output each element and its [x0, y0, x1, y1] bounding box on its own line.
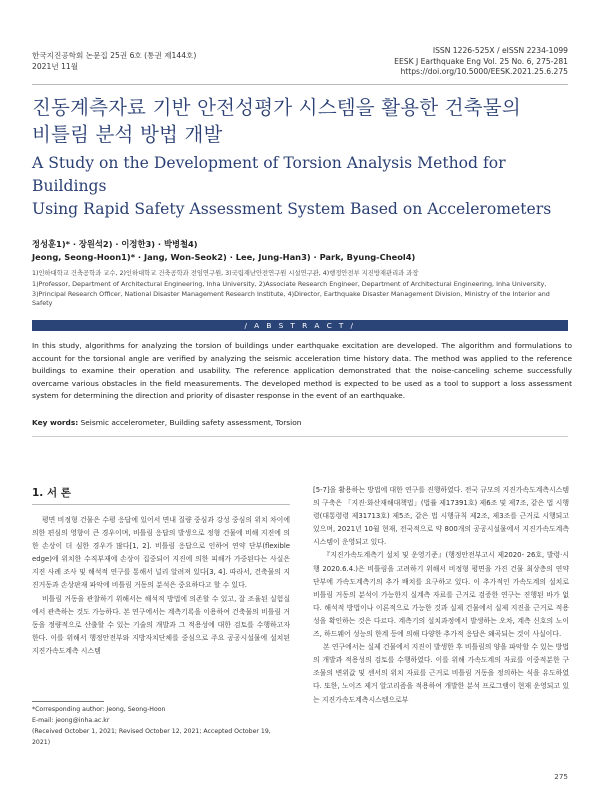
issn: ISSN 1226-525X / eISSN 2234-1099: [432, 46, 568, 55]
received-dates: (Received October 1, 2021; Revised October 12, 2021; Accepted October 19, 2021): [32, 728, 271, 746]
title-korean-line1: 진동계측자료 기반 안전성평가 시스템을 활용한 건축물의: [32, 96, 521, 119]
author-email[interactable]: E-mail: jeong@inha.ac.kr: [32, 717, 110, 724]
title-english-line2: Using Rapid Safety Assessment System Based on Accelerometers: [32, 200, 552, 218]
body-column-right: [313, 484, 569, 707]
corresponding-author: *Corresponding author: Jeong, Seong-Hoon: [32, 706, 166, 713]
paragraph: 『지진가속도계측기 설치 및 운영기준』(행정안전부고시 제2020- 26호, 발령·시행 2020.6.4.)은 비틀림을 고려하기 위해서 비정형 평면을 가진 건물 최상층의 연약 단부에 가속도계측기의 추가 배치를 요구하고 있다. 이 추가적인 가속도계의 설치로 비틀림 거동의 분석이 가능한지 실계측 자료를 근거로 검증한 연구는 진행된 바가 없다. 해석적 방법이나 이론적으로 가능한 것과 실제 건물에서 실제 지진을 근거로 적용성을 확인하는 것은 다르다. 계측기의 설치과정에서 발생하는 오차, 계측 신호의 노이즈, 하드웨어 성능의 한계 등에 의해 다양한 추가적 응답은 왜곡되는 것이 사실이다.: [313, 551, 569, 639]
title-korean: [32, 94, 572, 148]
section-title: 1. 서 론: [32, 487, 71, 499]
body-column-left: [32, 514, 290, 658]
issue-date: 2021년 11월: [32, 62, 79, 71]
citation: EESK J Earthquake Eng Vol. 25 No. 6, 275-281: [394, 56, 568, 66]
keywords-list: Seismic accelerometer, Building safety assessment, Torsion: [80, 418, 302, 427]
abstract-text: In this study, algorithms for analyzing the torsion of buildings under earthquake excitation are developed. The algorithm and formulations to account for the torsional angle are verified by analyzing the seismic acceleration time history data. The method was applied to the reference buildings to examine their operation and usability. The reference application demonstrated that the noise-canceling scheme successfully overcame various obstacles in the field measurements. The developed method is expected to be used as a tool to support a loss assessment system for determining the direction and priority of disaster response in the event of an earthquake.: [32, 341, 572, 401]
keywords-label: Key words:: [32, 418, 79, 427]
footnote-divider: [32, 701, 104, 702]
section-divider: [32, 504, 290, 505]
keywords: [32, 418, 572, 427]
header-divider: [32, 84, 568, 85]
title-english: [32, 152, 572, 221]
title-korean-line2: 비틀림 분석 방법 개발: [32, 123, 223, 146]
journal-header-right: [394, 46, 568, 78]
abstract-heading: / A B S T R A C T /: [244, 321, 356, 330]
page-number: 275: [554, 772, 568, 781]
abstract-heading-bar: [32, 320, 568, 331]
affiliations-english: 1)Professor, Department of Architectural Engineering, Inha University, 2)Associate Research Engineer, Department of Architectural Engineering, Inha University, 3)Principal Research Officer, National Disaster Management Research Institute, 4)Director, Earthquake Disaster Management Division, Ministry of the Interior and Safety: [32, 280, 550, 308]
paragraph: 평면 비정형 건물은 수평 응답에 있어서 면내 질량 중심과 강성 중심의 위치 차이에 의한 편심의 영향이 큰 경우이며, 비틀림 응답의 발생으로 정형 건물에 비해 지진에 의한 손상이 더 심한 경우가 많다[1, 2]. 비틀림 응답으로 인하여 연약 단부(flexible edge)에 위치한 수직부재에 손상이 집중되어 지진에 의한 피해가 가중된다는 사실은 지진 사례 조사 및 해석적 연구를 통해서 널리 알려져 있다[3, 4]. 따라서, 건축물의 지진거동과 손상판재 파악에 비틀림 거동의 분석은 중요하다고 할 수 있다.: [32, 516, 290, 590]
title-english-line1: A Study on the Development of Torsion Analysis Method for Buildings: [32, 154, 506, 195]
authors-korean: 정성훈1)* · 장원석2) · 이정한3) · 박병철4): [32, 239, 198, 249]
journal-header-left: [32, 50, 196, 72]
affiliations-korean: 1)인하대학교 건축공학과 교수, 2)인하대학교 건축공학과 전임연구원, 3)국립재난안전연구원 시설연구관, 4)행정안전부 지진방재관리과 과장: [32, 270, 419, 277]
paragraph: 비틀림 거동을 관찰하기 위해서는 해석적 방법에 의존할 수 있고, 잘 조율된 실험실에서 관측하는 것도 가능하다. 본 연구에서는 계측기록을 이용하여 건축물의 비틀림 거동을 정량적으로 산출할 수 있는 기술의 개발과 그 적용성에 대한 검토를 수행하고자 한다. 이를 위해서 행정안전부와 지방자치단체를 중심으로 주요 공공시설물에 설치된 지진가속도계측 시스템: [32, 594, 290, 655]
abstract-divider: [32, 436, 568, 437]
doi-link[interactable]: https://doi.org/10.5000/EESK.2021.25.6.275: [400, 67, 568, 76]
authors-english: Jeong, Seong-Hoon1)* · Jang, Won-Seok2) · Lee, Jung-Han3) · Park, Byung-Cheol4): [32, 252, 416, 262]
footnote: [32, 704, 290, 748]
paragraph: [5-7]을 활용하는 방법에 대한 연구를 진행하였다. 전국 규모의 지진가속도계측시스템의 구축은 「지진·화산재해대책법」(법률 제17391호) 제6조 및 제7조, 같은 법 시행령(대통령령 제31713호) 제5조, 같은 법 시행규칙 제2조, 제3조를 근거로 시행되고 있으며, 2021년 10월 현재, 전국적으로 약 800개의 공공시설물에서 지진가속도계측 시스템이 운영되고 있다.: [313, 486, 570, 547]
journal-name: 한국지진공학회 논문집 25권 6호 (통권 제144호): [32, 51, 197, 60]
paragraph: 본 연구에서는 실제 건물에서 지진이 발생한 후 비틀림의 양을 파악할 수 있는 방법의 개발과 적용성의 검토를 수행하였다. 이를 위해 가속도계의 자료를 이중적분한 구조물의 변위값 및 센서의 위치 자료를 근거로 비틀림 거동을 정의하는 식을 유도하였다. 또한, 노이즈 제거 알고리즘을 적용하여 개발한 분석 프로그램이 현재 운영되고 있는 지진가속도계측시스템으로부: [313, 643, 569, 704]
